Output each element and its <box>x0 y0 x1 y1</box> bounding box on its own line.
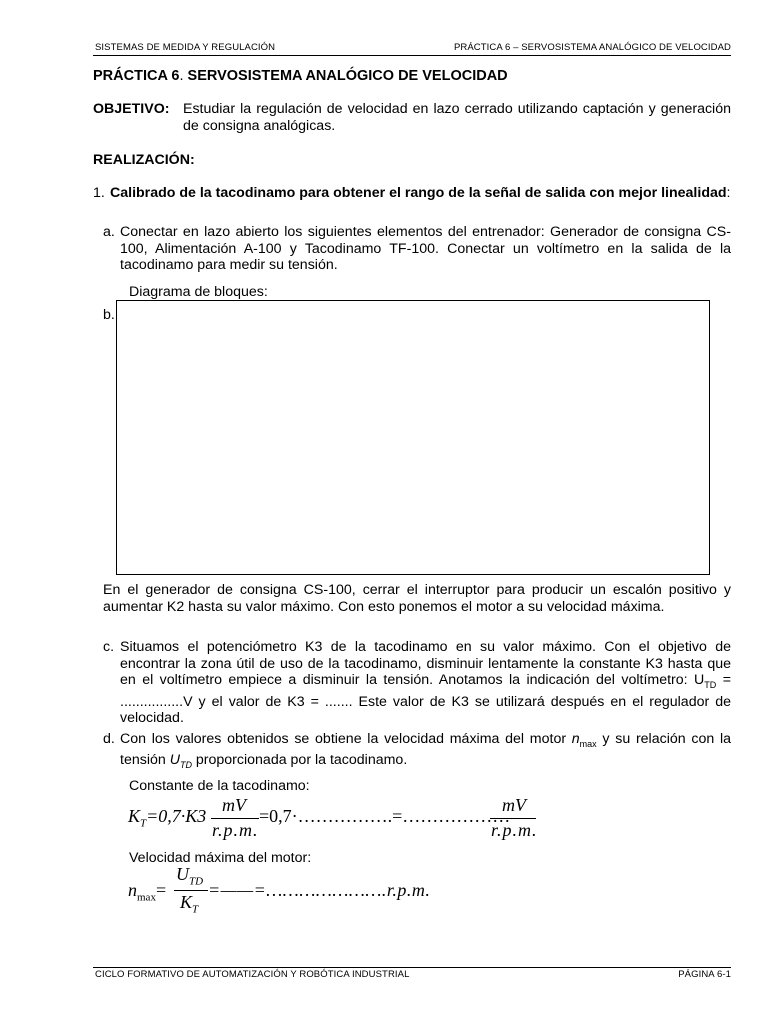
formula1-num1: mV <box>222 795 246 815</box>
formula1-label: Constante de la tacodinamo: <box>129 778 310 794</box>
item-d-marker: d. <box>103 731 115 747</box>
formula2-label: Velocidad máxima del motor: <box>129 850 312 866</box>
diagram-label: Diagrama de bloques: <box>129 284 268 300</box>
formula1-frac2-line <box>490 818 536 819</box>
formula1-den1: r.p.m. <box>212 820 259 840</box>
formula1-num2: mV <box>502 795 526 815</box>
item-c-marker: c. <box>103 639 115 655</box>
objetivo-text: Estudiar la regulación de velocidad en lazo cerrado utilizando captación y generación de consigna analógicas. <box>183 101 731 134</box>
formula1-mid: =0,7·…………….=……………… <box>259 806 511 826</box>
item-b-text: En el generador de consigna CS-100, cerrar el interruptor para producir un escalón positivo y aumentar K2 hasta su valor máximo. Con esto ponemos el motor a su velocidad máxima. <box>103 582 731 615</box>
formula2-frac-line <box>174 890 208 891</box>
section1-title: Calibrado de la tacodinamo para obtener el rango de la señal de salida con mejor linealidad: <box>110 185 731 201</box>
formula2-num: $U_{TD}$ <box>176 864 204 888</box>
item-d-text: Con los valores obtenidos se obtiene la velocidad máxima del motor $n_{max}$ y su relación con la tensión $U_{TD}$ proporcionada por la tacodinamo. <box>120 731 731 771</box>
objetivo-label: OBJETIVO: <box>93 101 170 117</box>
item-b-marker: b. <box>103 307 115 323</box>
item-a-text: Conectar en lazo abierto los siguientes elementos del entrenador: Generador de consigna CS-100, Alimentación A-100 y Tacodinamo TF-100. Conectar un voltímetro en la salida de la tacodinamo para medir su tensión. <box>120 224 731 274</box>
item-c-text: Situamos el potenciómetro K3 de la tacodinamo en su valor máximo. Con el objetivo de encontrar la zona útil de uso de la tacodinamo, disminuir lentamente la constante K3 hasta que en el voltímetro empiece a disminuir la tensión. Anotamos la indicación del voltímetro: $U_{TD} = ................V$ y el valor de K3 = ....... Este valor de K3 se utilizará después en el regulador de velocidad. <box>120 639 731 727</box>
footer-right: PÁGINA 6-1 <box>678 969 731 980</box>
page-title: PRÁCTICA 6. SERVOSISTEMA ANALÓGICO DE VELOCIDAD <box>93 68 508 84</box>
formula1-frac1-line <box>211 818 259 819</box>
formula1-den2: r.p.m. <box>491 820 538 840</box>
block-diagram-box <box>116 300 710 575</box>
section1-number: 1. <box>93 185 105 201</box>
formula2-den: $K_T$ <box>180 892 199 916</box>
header-left: SISTEMAS DE MEDIDA Y REGULACIÓN <box>95 42 276 53</box>
formula1-lhs: $K_T=0,7\cdot K3$ <box>128 806 207 830</box>
realizacion-heading: REALIZACIÓN: <box>93 152 195 168</box>
footer-rule <box>93 967 731 968</box>
header-rule <box>93 55 731 56</box>
formula2-rest: =——=………………….r.p.m. <box>208 880 431 900</box>
item-a-marker: a. <box>103 224 115 240</box>
formula2-lhs: $n_{max}=$ <box>128 880 167 904</box>
footer-left: CICLO FORMATIVO DE AUTOMATIZACIÓN Y ROBÓTICA INDUSTRIAL <box>95 969 410 980</box>
header-right: PRÁCTICA 6 – SERVOSISTEMA ANALÓGICO DE VELOCIDAD <box>453 42 731 53</box>
